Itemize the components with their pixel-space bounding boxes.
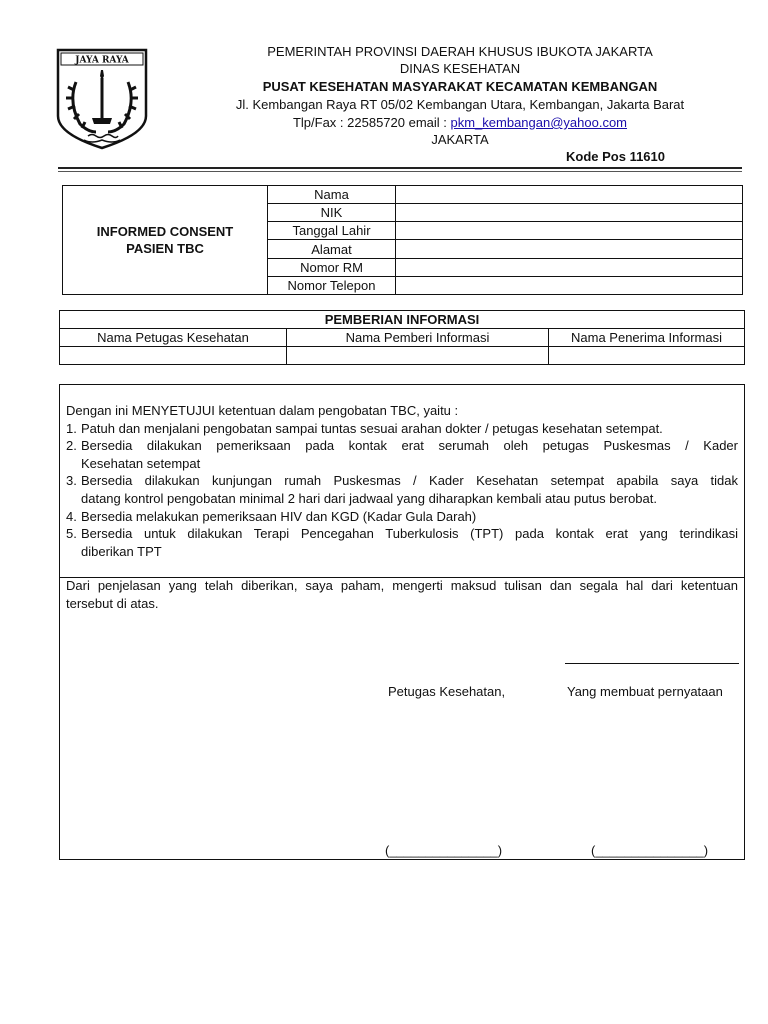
field-label-alamat: Alamat [268,240,396,258]
consent-box [59,384,745,860]
field-value-nama[interactable] [396,186,743,204]
information-table [59,310,745,365]
col-nama-pemberi: Nama Pemberi Informasi [287,329,549,347]
value-nama-petugas[interactable] [60,347,287,365]
field-value-nik[interactable] [396,204,743,222]
field-label-nama: Nama [268,186,396,204]
field-label-nik: NIK [268,204,396,222]
declarant-signature-field[interactable]: (_______________) [591,843,709,858]
declarant-label: Yang membuat pernyataan [567,684,723,699]
consent-terms [66,402,738,560]
field-label-nomor-telepon: Nomor Telepon [268,276,396,294]
header-rule-thin [58,171,742,172]
jakarta-emblem-logo [54,46,150,150]
field-value-nomor-telepon[interactable] [396,276,743,294]
field-value-nomor-rm[interactable] [396,258,743,276]
info-table-title: PEMBERIAN INFORMASI [60,311,745,329]
header-rule [58,167,742,169]
value-nama-penerima[interactable] [549,347,745,365]
field-label-tanggal-lahir: Tanggal Lahir [268,222,396,240]
patient-identity-table [62,185,743,295]
field-label-nomor-rm: Nomor RM [268,258,396,276]
city-line: JAKARTA [431,132,489,147]
consent-item-1: 1. Patuh dan menjalani pengobatan sampai tuntas sesuai arahan dokter / petugas kesehatan setempat. [66,420,663,436]
consent-item-3: 3. Bersedia dilakukan kunjungan rumah Puskesmas / Kader Kesehatan setempat apabila saya tidak datang kontrol pengobatan minimal 2 hari dari jadwaal yang diharapkan kembali atau putus berobat. [66,473,738,506]
consent-statement: Dari penjelasan yang telah diberikan, saya paham, mengerti maksud tulisan dan segala hal dari ketentuan tersebut di atas. [66,578,738,611]
col-nama-penerima: Nama Penerima Informasi [549,329,745,347]
consent-item-4: 4. Bersedia melakukan pemeriksaan HIV dan KGD (Kadar Gula Darah) [66,508,477,524]
gov-line: PEMERINTAH PROVINSI DAERAH KHUSUS IBUKOTA JAKARTA [267,44,653,59]
consent-item-5: 5. Bersedia untuk dilakukan Terapi Pencegahan Tuberkulosis (TPT) pada kontak erat yang terindikasi diberikan TPT [66,526,738,559]
address-line: Jl. Kembangan Raya RT 05/02 Kembangan Utara, Kembangan, Jakarta Barat [235,97,685,112]
officer-signature-field[interactable]: (_______________) [385,843,503,858]
contact-line [160,114,760,131]
field-value-alamat[interactable] [396,240,743,258]
col-nama-petugas: Nama Petugas Kesehatan [60,329,287,347]
officer-label: Petugas Kesehatan, [388,684,506,699]
dept-line: DINAS KESEHATAN [399,61,521,76]
institution-name: PUSAT KESEHATAN MASYARAKAT KECAMATAN KEMBANGAN [262,79,658,94]
value-nama-pemberi[interactable] [287,347,549,365]
field-value-tanggal-lahir[interactable] [396,222,743,240]
email-link[interactable]: pkm_kembangan@yahoo.com [450,115,628,130]
signature-line[interactable] [565,663,739,664]
phone-fax: Tlp/Fax : 22585720 email : [292,115,451,130]
logo-text: JAYA RAYA [75,55,129,66]
form-title: INFORMED CONSENT PASIEN TBC [63,186,268,295]
postal-code: Kode Pos 11610 [566,149,665,164]
consent-intro: Dengan ini MENYETUJUI ketentuan dalam pengobatan TBC, yaitu : [66,403,459,418]
consent-item-2: 2. Bersedia dilakukan pemeriksaan pada kontak erat serumah oleh petugas Puskesmas / Kader Kesehatan setempat [66,438,738,471]
